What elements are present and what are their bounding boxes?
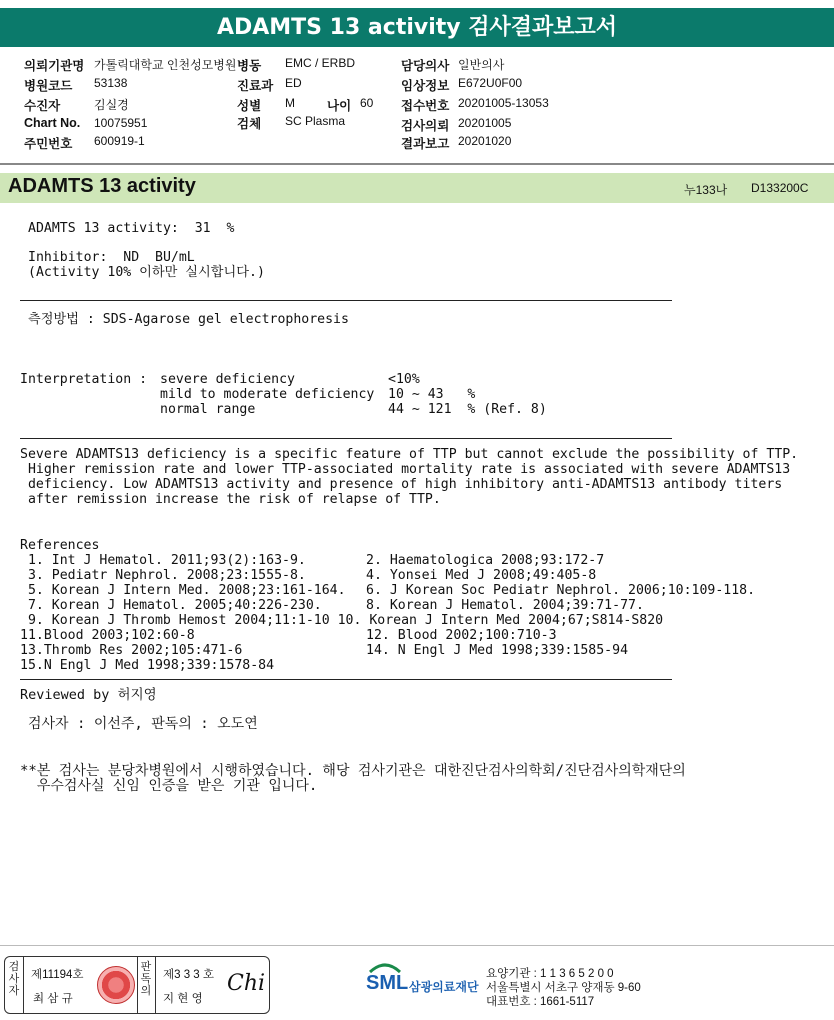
value-specimen: SC Plasma <box>285 114 346 128</box>
ref-left: 15.N Engl J Med 1998;339:1578-84 <box>20 658 275 673</box>
ref-right: 6. J Korean Soc Pediatr Nephrol. 2006;10:109-118. <box>366 583 756 598</box>
label-resident-no: 주민번호 <box>24 137 73 151</box>
org-name: 삼광의료재단 <box>409 980 479 994</box>
label-doctor: 담당의사 <box>401 59 450 73</box>
divider-dashed <box>20 438 672 439</box>
inhibitor-note: (Activity 10% 이하만 실시합니다.) <box>28 265 265 280</box>
activity-line: ADAMTS 13 activity: 31 % <box>28 221 235 236</box>
inspector-number: 제11194호 <box>31 969 84 981</box>
value-resident-no: 600919-1 <box>94 134 145 148</box>
label-department: 진료과 <box>237 79 274 93</box>
ref-right: 2. Haematologica 2008;93:172-7 <box>366 553 605 568</box>
label-hospital-code: 병원코드 <box>24 79 73 93</box>
value-sex: M <box>285 96 295 110</box>
ref-left: 5. Korean J Intern Med. 2008;23:161-164. <box>20 583 346 598</box>
label-report-date: 결과보고 <box>401 137 450 151</box>
box-divider <box>23 957 24 1013</box>
ref-right: 4. Yonsei Med J 2008;49:405-8 <box>366 568 597 583</box>
ref-left: 9. Korean J Thromb Hemost 2004;11:1-10 10. Korean J Intern Med 2004;67;S814-S820 <box>20 613 664 628</box>
reader-name: 지 현 영 <box>163 993 203 1005</box>
ref-left: 13.Thromb Res 2002;105:471-6 <box>20 643 243 658</box>
org-info-1: 요양기관 : 1 1 3 6 5 2 0 0 <box>486 968 614 980</box>
ref-right: 8. Korean J Hematol. 2004;39:71-77. <box>366 598 644 613</box>
references-title: References <box>20 538 100 553</box>
interp-name-normal: normal range <box>160 402 256 417</box>
ref-left: 11.Blood 2003;102:60-8 <box>20 628 195 643</box>
box-divider <box>137 957 138 1013</box>
interp-name-mild: mild to moderate deficiency <box>160 387 375 402</box>
label-ward: 병동 <box>237 59 262 73</box>
footer <box>0 950 834 1020</box>
method-line: 측정방법 : SDS-Agarose gel electrophoresis <box>28 312 349 327</box>
report-title: ADAMTS 13 activity 검사결과보고서 <box>0 8 834 47</box>
ref-left: 7. Korean J Hematol. 2005;40:226-230. <box>20 598 322 613</box>
org-info-3: 대표번호 : 1661-5117 <box>486 996 595 1008</box>
seal-icon <box>97 966 135 1004</box>
value-clinical-info: E672U0F00 <box>458 76 523 90</box>
header-divider <box>0 163 834 165</box>
label-age: 나이 <box>327 99 352 113</box>
footer-divider <box>0 945 834 946</box>
label-request-date: 검사의뢰 <box>401 119 450 133</box>
value-patient: 김실경 <box>94 98 129 112</box>
section-title: ADAMTS 13 activity <box>8 175 196 197</box>
divider-dashed <box>20 679 672 680</box>
label-patient: 수진자 <box>24 99 61 113</box>
section-code-1: 누133나 <box>684 183 728 197</box>
reviewed-by: Reviewed by 허지영 <box>20 687 157 703</box>
notice-line-1: **본 검사는 분당차병원에서 시행하였습니다. 해당 검사기관은 대한진단검사의학회/진단검사의학재단의 <box>20 763 686 779</box>
notice-line-2: 우수검사실 신임 인증을 받은 기관 입니다. <box>20 778 318 794</box>
reader-number: 제3 3 3 호 <box>163 969 214 981</box>
sml-logo-text: SML <box>366 972 409 994</box>
value-report-date: 20201020 <box>458 134 512 148</box>
ref-left: 3. Pediatr Nephrol. 2008;23:1555-8. <box>20 568 306 583</box>
paragraph-line: deficiency. Low ADAMTS13 activity and presence of high inhibitory anti-ADAMTS13 antibody titers <box>20 477 783 492</box>
value-ward: EMC / ERBD <box>285 56 356 70</box>
interp-name-severe: severe deficiency <box>160 372 295 387</box>
value-age: 60 <box>360 96 374 110</box>
interpretation-label: Interpretation : <box>20 372 148 387</box>
label-chart-no: Chart No. <box>24 116 81 130</box>
label-receipt-no: 접수번호 <box>401 99 450 113</box>
inspector-name: 최 삼 규 <box>33 993 73 1005</box>
divider-dashed <box>20 300 672 301</box>
ref-right: 14. N Engl J Med 1998;339:1585-94 <box>366 643 629 658</box>
value-requester: 가톨릭대학교 인천성모병원 <box>94 58 237 72</box>
reader-vertical-label: 판 독 의 <box>140 961 152 997</box>
signature: Chi <box>227 971 266 996</box>
label-clinical-info: 임상정보 <box>401 79 450 93</box>
value-doctor: 일반의사 <box>458 58 505 72</box>
value-receipt-no: 20201005-13053 <box>458 96 549 110</box>
interp-range-severe: <10% <box>388 372 420 387</box>
label-specimen: 검체 <box>237 117 262 131</box>
section-code-2: D133200C <box>751 181 809 195</box>
label-sex: 성별 <box>237 99 262 113</box>
interp-range-mild: 10 ~ 43 % <box>388 387 476 402</box>
value-request-date: 20201005 <box>458 116 512 130</box>
interp-range-normal: 44 ~ 121 % (Ref. 8) <box>388 402 547 417</box>
inspector-vertical-label: 검 사 자 <box>8 961 20 997</box>
ref-right: 12. Blood 2002;100:710-3 <box>366 628 557 643</box>
value-chart-no: 10075951 <box>94 116 148 130</box>
paragraph-line: Higher remission rate and lower TTP-associated mortality rate is associated with severe ADAMTS13 <box>20 462 791 477</box>
value-department: ED <box>285 76 302 90</box>
ref-left: 1. Int J Hematol. 2011;93(2):163-9. <box>20 553 306 568</box>
box-divider <box>155 957 156 1013</box>
value-hospital-code: 53138 <box>94 76 128 90</box>
paragraph-line: Severe ADAMTS13 deficiency is a specific feature of TTP but cannot exclude the possibility of TTP. <box>20 447 799 462</box>
inspectors-line: 검사자 : 이선주, 판독의 : 오도연 <box>28 716 258 732</box>
signature-box <box>4 956 270 1014</box>
patient-header <box>0 52 834 164</box>
section-bar <box>0 173 834 203</box>
inhibitor-line: Inhibitor: ND BU/mL <box>28 250 195 265</box>
label-requester: 의뢰기관명 <box>24 59 85 73</box>
paragraph-line: after remission increase the risk of relapse of TTP. <box>20 492 441 507</box>
org-info-2: 서울특별시 서초구 양재동 9-60 <box>486 982 641 994</box>
